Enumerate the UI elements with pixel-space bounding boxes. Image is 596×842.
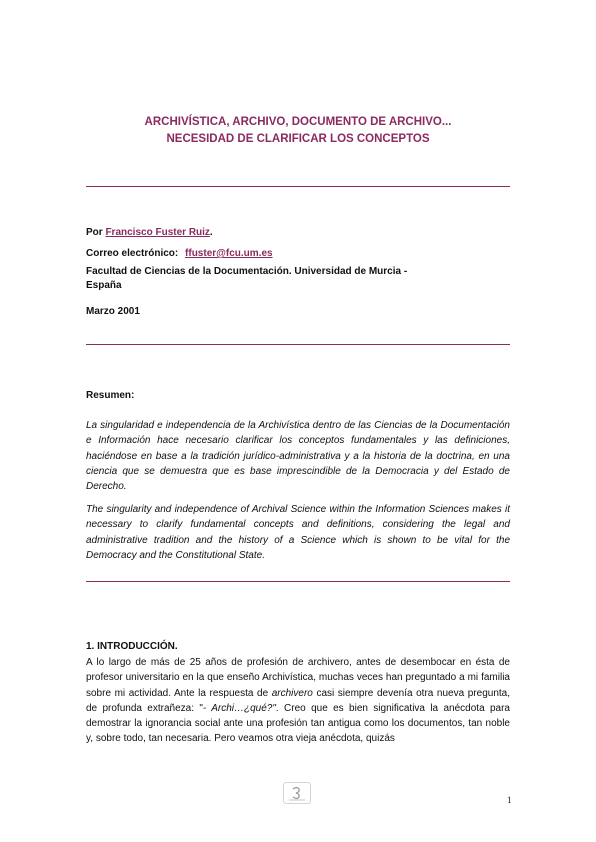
section-heading-introduccion: 1. INTRODUCCIÓN. (86, 641, 178, 652)
app-logo-icon (283, 782, 311, 804)
app-logo-glyph (284, 783, 310, 803)
email-line (86, 247, 273, 261)
body-text-a: A lo largo de más de 25 años de profesión de archivero, antes de desembocar en ésta de profesor universitario en la que enseño Archivística, muchas veces han preguntado a mi familia sobre mi actividad. Ante la respuesta de (86, 657, 510, 699)
abstract-english: The singularity and independence of Archival Science within the Information Sciences makes it necessary to clarify fundamental concepts and definitions, considering the legal and administrative tradition and the history of a Science which is shown to be vital for the Democracy and the Constitutional State. (86, 504, 510, 561)
body-text-b: casi siempre devenía otra nueva pregunta, de profunda extrañeza: " (86, 687, 511, 714)
affiliation (86, 265, 407, 293)
section-body-introduccion (86, 655, 510, 747)
email-label: Correo electrónico: (86, 248, 179, 259)
title-line-2: NECESIDAD DE CLARIFICAR LOS CONCEPTOS (166, 133, 430, 145)
title-line-1: ARCHIVÍSTICA, ARCHIVO, DOCUMENTO DE ARCHIVO... (144, 116, 452, 128)
body-text-c: . Creo que es bien significativa la anécdota para demostrar la ignorancia social ante una profesión tan antigua como los documentos, tan noble y, sobre todo, tan necesaria. Pero veamos otra vieja anécdota, quizás (86, 702, 510, 745)
author-prefix: Por (86, 227, 103, 238)
body-emphasis-archivero: archivero (271, 687, 313, 699)
divider-middle (86, 344, 510, 345)
divider-top (86, 186, 510, 187)
document-title (86, 114, 510, 148)
page-number: 1 (507, 795, 512, 805)
divider-bottom (86, 581, 510, 582)
author-link[interactable]: Francisco Fuster Ruiz (105, 227, 210, 238)
author-line (86, 226, 213, 240)
author-suffix: . (209, 227, 213, 238)
publication-date: Marzo 2001 (86, 306, 140, 317)
email-link[interactable]: ffuster@fcu.um.es (185, 248, 273, 259)
body-emphasis-quote: - Archi…¿qué?" (202, 702, 276, 714)
affiliation-line-1: Facultad de Ciencias de la Documentación. Universidad de Murcia - (86, 266, 408, 277)
abstract-spanish: La singularidad e independencia de la Archivística dentro de las Ciencias de la Documentación e Información hace necesario clarificar los conceptos fundamentales y las definiciones, haciéndose en base a la tradición jurídico-administrativa y a la historia de la doctrina, en una ciencia que se demuestra que es base imprescindible de la Democracia y del Estado de Derecho. (86, 420, 510, 493)
affiliation-line-2: España (86, 280, 122, 291)
abstract-heading: Resumen: (86, 390, 135, 401)
